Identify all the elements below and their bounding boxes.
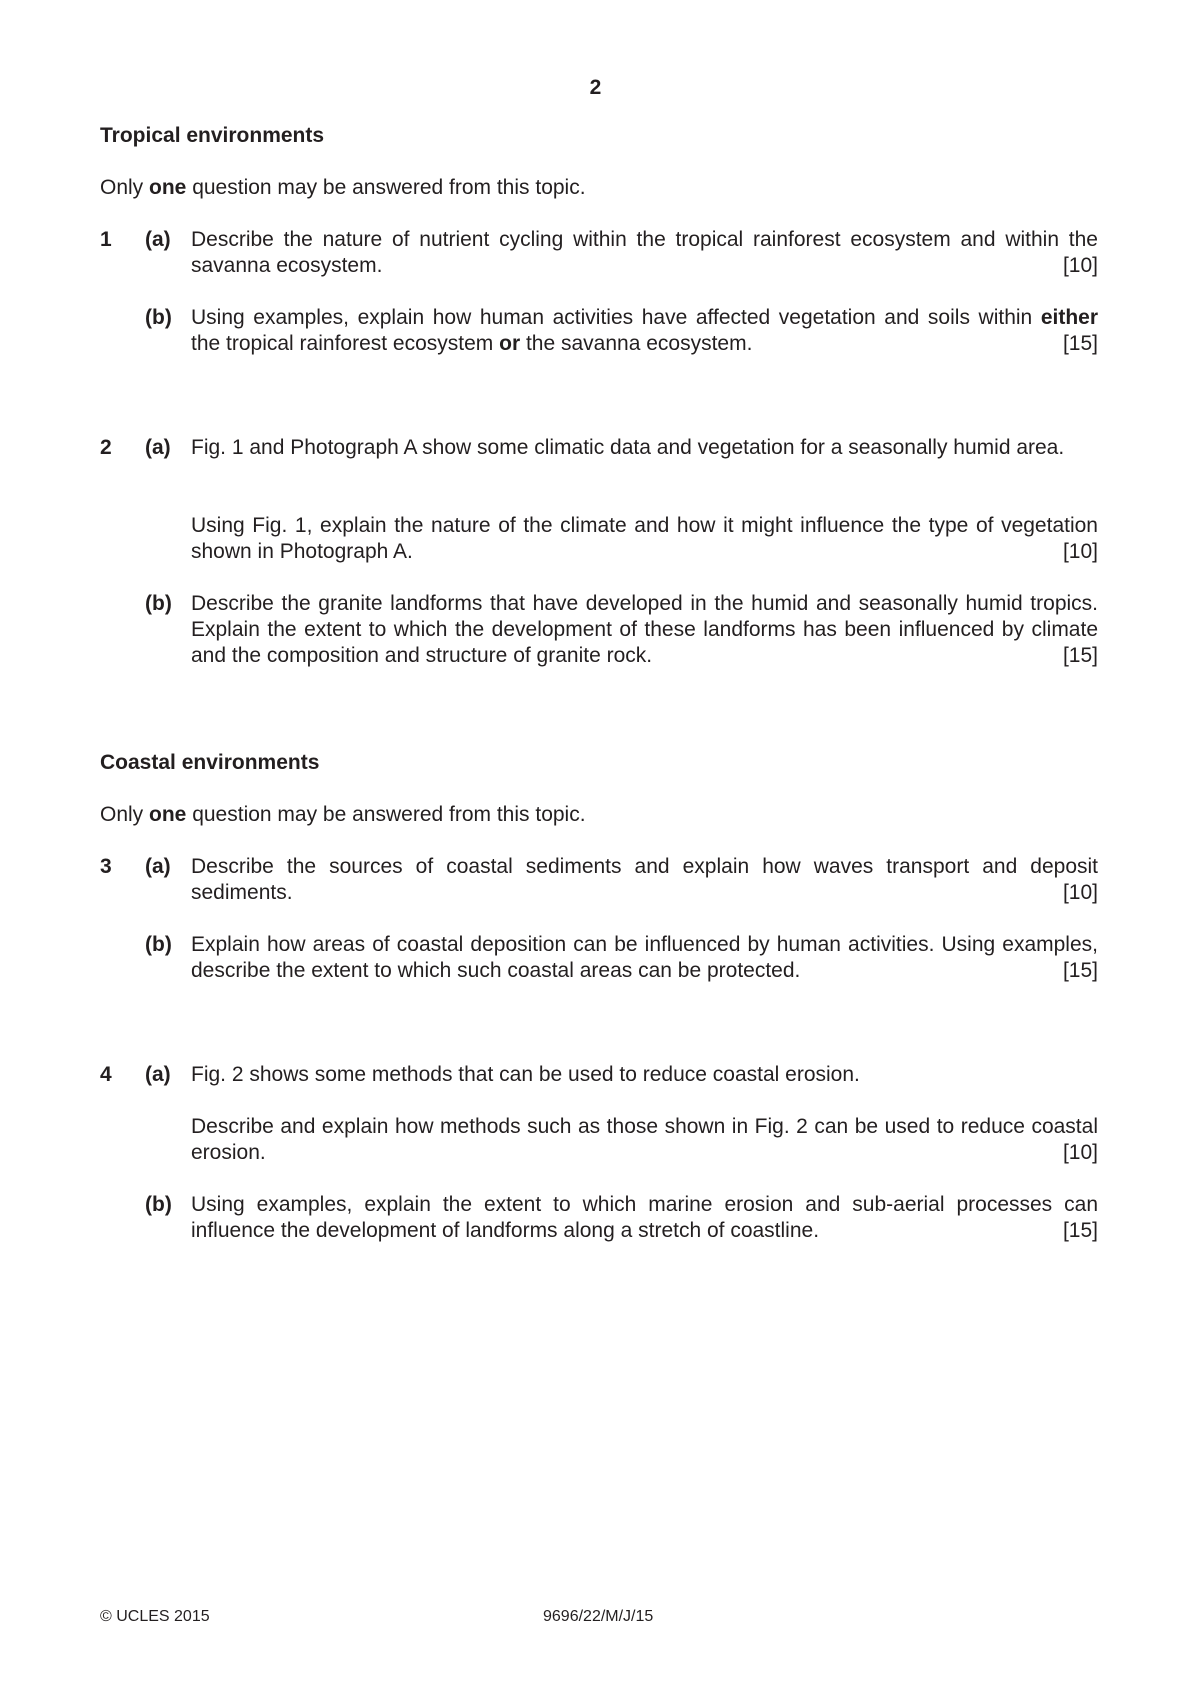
question-part-label: (a) [145,855,171,878]
question-number: 3 [100,855,112,878]
question-text: Describe and explain how methods such as those shown in Fig. 2 can be used to reduce coastal erosion. [10] [191,1115,1098,1164]
footer-paper-code: 9696/22/M/J/15 [543,1608,654,1625]
question-text: Explain how areas of coastal deposition can be influenced by human activities. Using examples, describe the extent to which such coastal areas can be protected. [15] [191,933,1098,982]
section-title-tropical: Tropical environments [100,124,325,147]
question-text: Describe the nature of nutrient cycling within the tropical rainforest ecosystem and within the savanna ecosystem. [10] [191,228,1098,277]
question-text: Describe the granite landforms that have developed in the humid and seasonally humid tropics. Explain the extent to which the development of these landforms has been influenced by climate and the composition and structure of granite rock. [15] [191,592,1098,667]
section-title-coastal: Coastal environments [100,751,320,774]
question-text: Fig. 1 and Photograph A show some climatic data and vegetation for a seasonally humid area. [191,436,1065,459]
question-text: Using Fig. 1, explain the nature of the climate and how it might influence the type of vegetation shown in Photograph A. [10] [191,514,1098,563]
section-instruction: Only one question may be answered from this topic. [100,803,586,826]
question-part-label: (b) [145,933,172,956]
mark-allocation: [15] [1062,1219,1098,1242]
question-part-label: (a) [145,1063,171,1086]
mark-allocation: [10] [1062,254,1098,277]
question-number: 4 [100,1063,112,1086]
mark-allocation: [10] [1062,881,1098,904]
question-part-label: (b) [145,1193,172,1216]
page-number: 2 [589,76,602,99]
question-part-label: (b) [145,592,172,615]
question-text: Using examples, explain how human activities have affected vegetation and soils within either the tropical rainforest ecosystem or the savanna ecosystem. [15] [191,306,1098,355]
question-part-label: (a) [145,228,171,251]
mark-allocation: [15] [1062,644,1098,667]
question-part-label: (a) [145,436,171,459]
mark-allocation: [10] [1062,540,1098,563]
question-text: Describe the sources of coastal sediments and explain how waves transport and deposit sediments. [10] [191,855,1098,904]
question-part-label: (b) [145,306,172,329]
question-number: 2 [100,436,112,459]
footer-copyright: © UCLES 2015 [100,1608,210,1625]
question-text: Using examples, explain the extent to which marine erosion and sub-aerial processes can influence the development of landforms along a stretch of coastline. [15] [191,1193,1098,1242]
mark-allocation: [15] [1062,332,1098,355]
question-text: Fig. 2 shows some methods that can be used to reduce coastal erosion. [191,1063,860,1086]
section-instruction: Only one question may be answered from this topic. [100,176,586,199]
mark-allocation: [15] [1062,959,1098,982]
mark-allocation: [10] [1062,1141,1098,1164]
question-number: 1 [100,228,112,251]
